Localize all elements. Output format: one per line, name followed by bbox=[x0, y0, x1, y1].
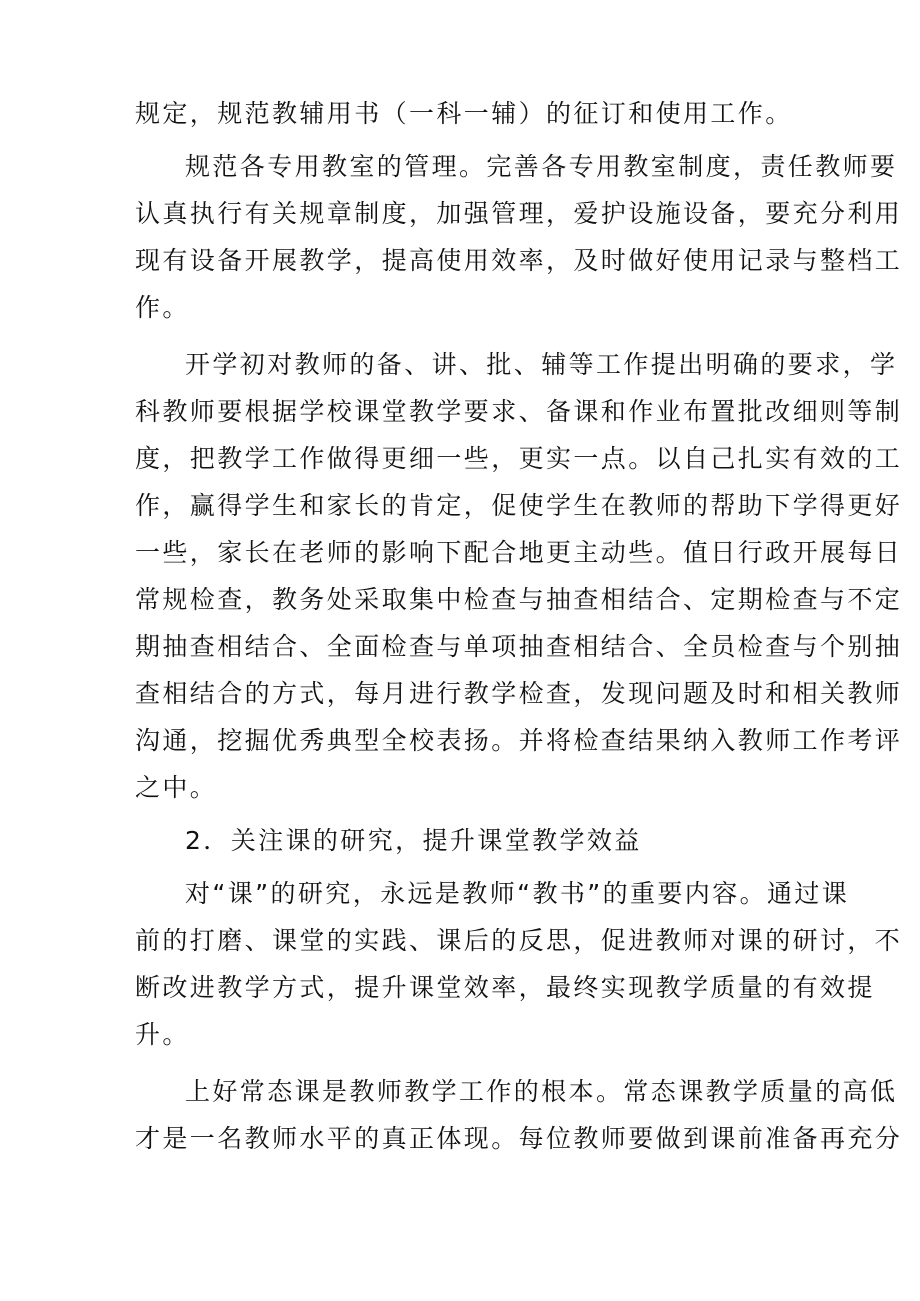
text-line: 升。 bbox=[135, 1020, 190, 1049]
text-line: 才是一名教师水平的真正体现。每位教师要做到课前准备再充分 bbox=[135, 1124, 903, 1153]
paragraph-start-line: 开学初对教师的备、讲、批、辅等工作提出明确的要求，学 bbox=[185, 350, 898, 379]
text-line: 一些，家长在老师的影响下配合地更主动些。值日行政开展每日 bbox=[135, 538, 903, 567]
text-line: 常规检查，教务处采取集中检查与抽查相结合、定期检查与不定 bbox=[135, 585, 903, 614]
paragraph-start-line: 上好常态课是教师教学工作的根本。常态课教学质量的高低 bbox=[185, 1077, 898, 1106]
text-line: 规定，规范教辅用书（一科一辅）的征订和使用工作。 bbox=[135, 99, 793, 128]
paragraph-start-line: 对“课”的研究，永远是教师“教书”的重要内容。通过课 bbox=[185, 879, 850, 908]
text-line: 沟通，挖掘优秀典型全校表扬。并将检查结果纳入教师工作考评 bbox=[135, 726, 903, 755]
text-line: 科教师要根据学校课堂教学要求、备课和作业布置批改细则等制 bbox=[135, 397, 903, 426]
text-line: 认真执行有关规章制度，加强管理，爱护设施设备，要充分利用 bbox=[135, 199, 903, 228]
text-line: 断改进教学方式，提升课堂效率，最终实现教学质量的有效提 bbox=[135, 973, 875, 1002]
text-line: 作，赢得学生和家长的肯定，促使学生在教师的帮助下学得更好 bbox=[135, 491, 903, 520]
text-line: 期抽查相结合、全面检查与单项抽查相结合、全员检查与个别抽 bbox=[135, 632, 903, 661]
text-line: 前的打磨、课堂的实践、课后的反思，促进教师对课的研讨，不 bbox=[135, 926, 903, 955]
text-line: 查相结合的方式，每月进行教学检查，发现问题及时和相关教师 bbox=[135, 679, 903, 708]
text-line: 度，把教学工作做得更细一些，更实一点。以自己扎实有效的工 bbox=[135, 444, 903, 473]
paragraph-start-line: 规范各专用教室的管理。完善各专用教室制度，责任教师要 bbox=[185, 152, 898, 181]
text-line: 作。 bbox=[135, 293, 190, 322]
text-line: 之中。 bbox=[135, 773, 218, 802]
text-line: 现有设备开展教学，提高使用效率，及时做好使用记录与整档工 bbox=[135, 246, 903, 275]
document-body bbox=[135, 90, 903, 1162]
section-heading: 2．关注课的研究，提升课堂教学效益 bbox=[185, 826, 642, 855]
